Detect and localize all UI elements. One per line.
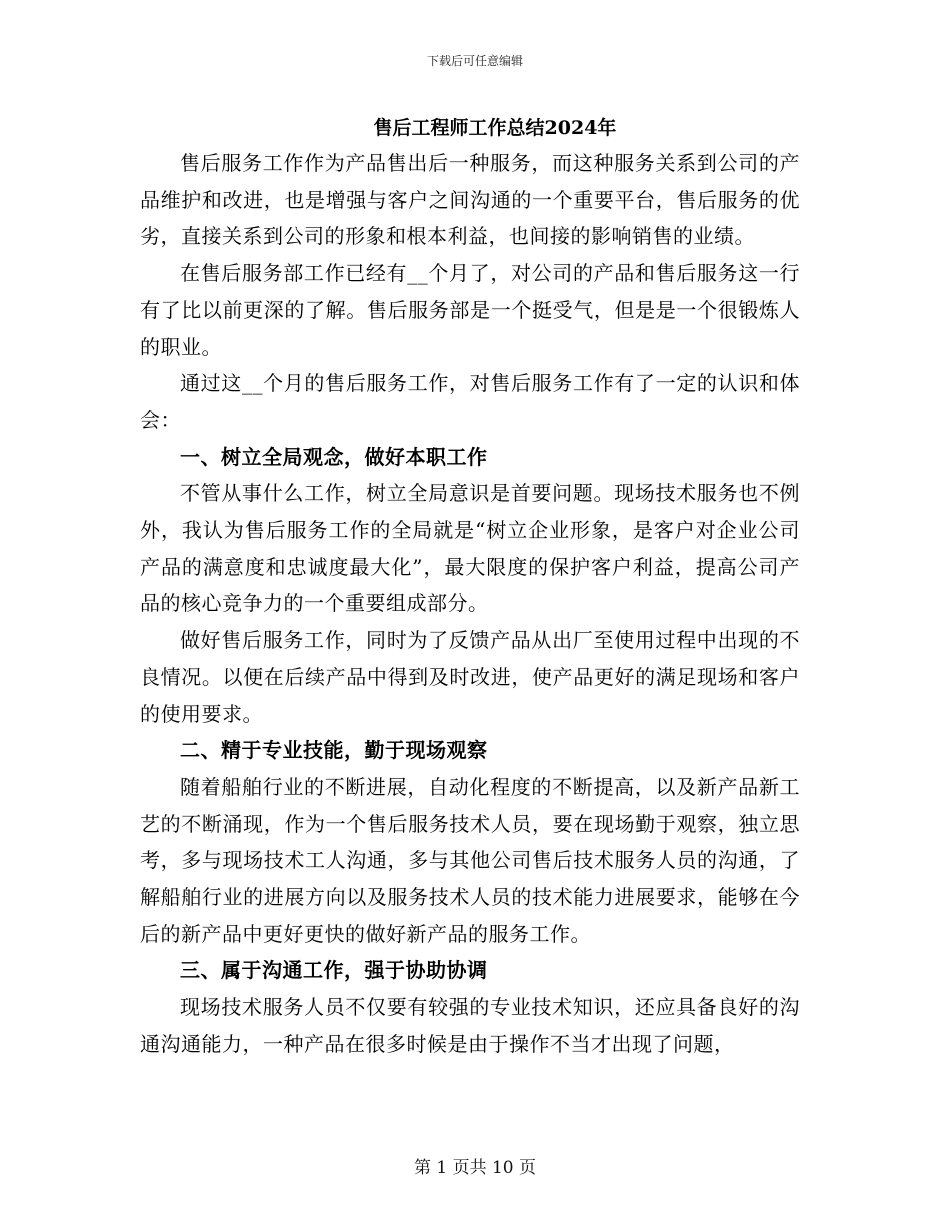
page-number-footer: 第 1 页共 10 页 <box>413 1158 537 1178</box>
document-title: 售后工程师工作总结2024年 <box>373 117 617 139</box>
body-paragraph: 做好售后服务工作，同时为了反馈产品从出厂至使用过程中出现的不良情况。以便在后续产品中得到及时改进，使产品更好的满足现场和客户的使用要求。 <box>140 628 800 726</box>
body-paragraph: 不管从事什么工作，树立全局意识是首要问题。现场技术服务也不例外，我认为售后服务工作的全局就是“树立企业形象，是客户对企业公司产品的满意度和忠诚度最大化”，最大限度的保护客户利益，提高公司产品的核心竞争力的一个重要组成部分。 <box>140 481 800 616</box>
body-paragraph: 在售后服务部工作已经有__个月了，对公司的产品和售后服务这一行有了比以前更深的了解。售后服务部是一个挺受气，但是是一个很锻炼人的职业。 <box>140 261 800 359</box>
section-heading: 三、属于沟通工作，强于协助协调 <box>180 958 488 983</box>
section-heading: 二、精于专业技能，勤于现场观察 <box>180 738 488 763</box>
page-header-note: 下载后可任意编辑 <box>426 54 523 68</box>
body-paragraph: 随着船舶行业的不断进展，自动化程度的不断提高，以及新产品新工艺的不断涌现，作为一个售后服务技术人员，要在现场勤于观察，独立思考，多与现场技术工人沟通，多与其他公司售后技术服务人员的沟通，了解船舶行业的进展方向以及服务技术人员的技术能力进展要求，能够在今后的新产品中更好更快的做好新产品的服务工作。 <box>140 774 800 946</box>
body-paragraph: 通过这__个月的售后服务工作，对售后服务工作有了一定的认识和体会： <box>140 371 800 432</box>
document-body <box>140 145 800 1063</box>
body-paragraph: 现场技术服务人员不仅要有较强的专业技术知识，还应具备良好的沟通沟通能力，一种产品在很多时候是由于操作不当才出现了问题， <box>140 995 800 1056</box>
section-heading: 一、树立全局观念，做好本职工作 <box>180 444 488 469</box>
body-paragraph: 售后服务工作作为产品售出后一种服务，而这种服务关系到公司的产品维护和改进，也是增强与客户之间沟通的一个重要平台，售后服务的优劣，直接关系到公司的形象和根本利益，也间接的影响销售的业绩。 <box>140 151 800 249</box>
